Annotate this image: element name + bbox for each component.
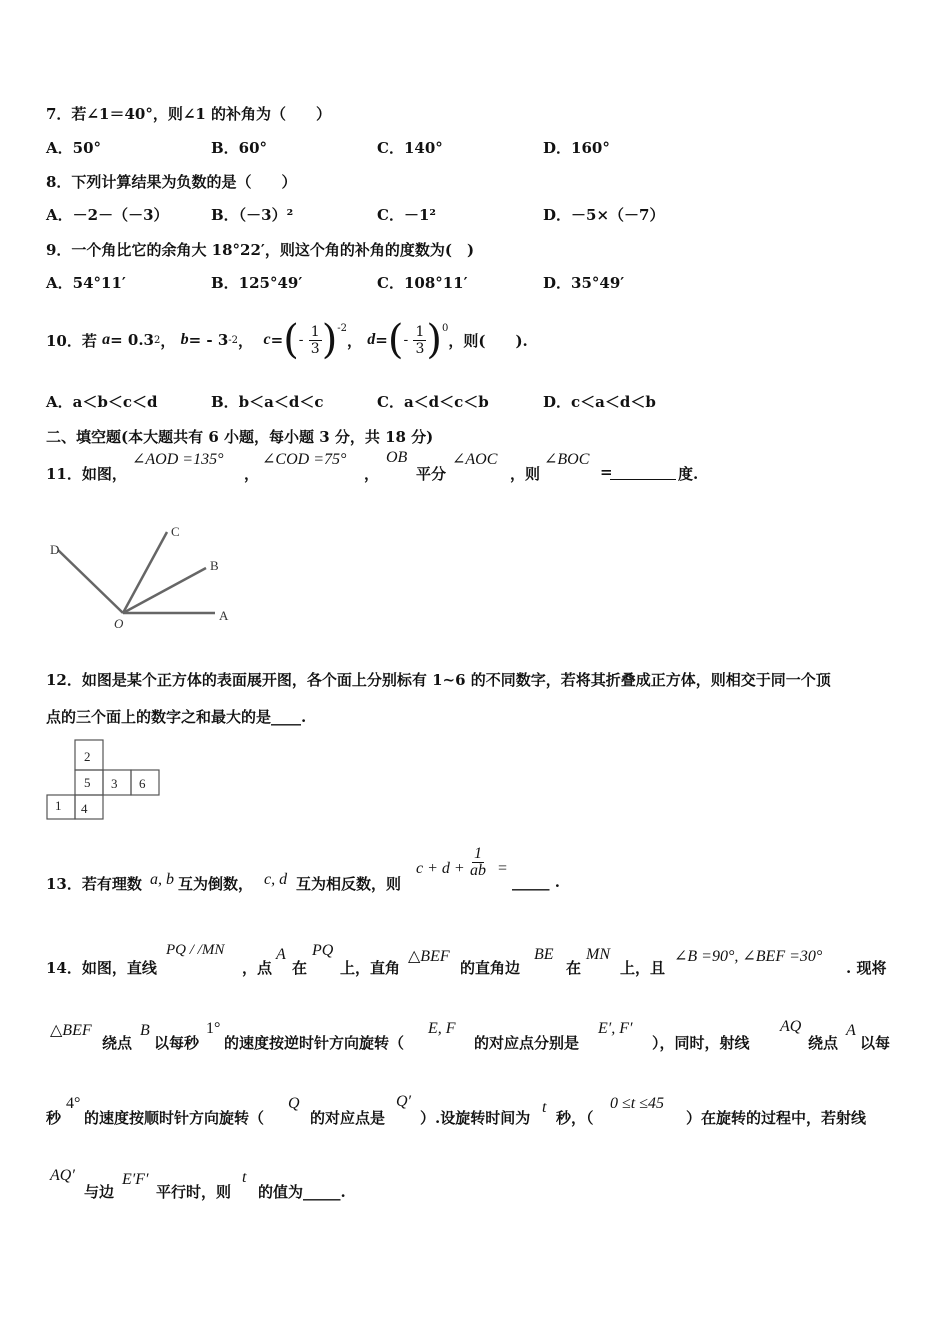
q14-l1-text-d: 上，直角	[340, 959, 401, 977]
q14-l2-text-b: 以每秒	[154, 1034, 200, 1052]
q10-number: 10．若	[46, 331, 97, 350]
q14-ray-aq-prime: AQ′	[50, 1167, 75, 1184]
net-face-5: 5	[84, 775, 91, 790]
q10-c-right-paren: )	[321, 317, 338, 363]
q14-pq-parallel-mn: PQ / /MN	[166, 942, 225, 958]
label-d: D	[50, 542, 60, 557]
q10-a-value: = 0.3	[110, 331, 154, 349]
q14-l3-text-f: ）在旋转的过程中，若射线	[686, 1109, 867, 1127]
q14-point-q-prime: Q′	[396, 1093, 412, 1110]
q14-line1	[46, 940, 906, 980]
q8-stem: 8．下列计算结果为负数的是（ ）	[46, 173, 297, 191]
q14-ray-aq: AQ	[780, 1018, 802, 1035]
label-a: A	[219, 608, 229, 623]
q10-c-fraction: $\frac{1}{3}$	[310, 323, 320, 357]
q14-l2-text-g: 以每	[860, 1034, 891, 1052]
q10-option-a: A．a＜b＜c＜d	[46, 393, 158, 411]
q14-variable-t: t	[542, 1099, 547, 1116]
q10-c-label: c	[263, 331, 271, 348]
q12-line2: 点的三个面上的数字之和最大的是____.	[46, 708, 307, 726]
q8-option-a: A．－2－（－3）	[46, 206, 169, 224]
q7-option-c: C．140°	[377, 139, 443, 157]
q9-option-b: B．125°49′	[211, 274, 303, 292]
q11-eq: =	[600, 463, 613, 481]
q14-be: BE	[534, 946, 554, 963]
net-face-4: 4	[81, 801, 88, 816]
q14-point-b: B	[140, 1022, 150, 1039]
q14-point-a-2: A	[846, 1022, 856, 1039]
q14-t-range: 0 ≤t ≤45	[610, 1095, 665, 1112]
section2-heading: 二、填空题(本大题共有 6 小题，每小题 3 分，共 18 分)	[46, 428, 434, 446]
q13-ab: a, b	[150, 871, 174, 888]
q14-side-ep-fp: E′F′	[122, 1171, 149, 1188]
q14-l1-text-e: 的直角边	[460, 959, 521, 977]
ray-od	[58, 550, 123, 613]
q9-stem: 9．一个角比它的余角大 18°22′，则这个角的补角的度数为( )	[46, 241, 475, 259]
q14-variable-t-2: t	[242, 1169, 247, 1186]
q10-b-label: b	[180, 331, 189, 348]
q14-triangle-bef-2: △BEF	[50, 1022, 92, 1039]
q14-l3-text-a: 秒	[46, 1109, 62, 1127]
q14-l4-text-a: 与边	[84, 1183, 115, 1201]
q14-line4	[46, 1165, 906, 1205]
q14-points-ef: E, F	[428, 1020, 456, 1037]
q13-expr: c + d +	[416, 860, 465, 877]
q14-l2-text-d: 的对应点分别是	[474, 1034, 580, 1052]
q11-comma-2: ，	[364, 465, 380, 483]
q11-angle-cod: ∠COD =75°	[262, 451, 347, 468]
q10-a-label: a	[102, 331, 111, 348]
q14-l1-text-g: 上，且	[620, 959, 666, 977]
q11-unit: 度.	[678, 465, 699, 483]
q10-option-c: C．a＜d＜c＜b	[377, 393, 489, 411]
q10-c-sign: -	[298, 332, 304, 348]
q10-tail: ，则( ).	[448, 331, 528, 350]
q13-mid2: 互为相反数，则	[296, 875, 402, 893]
q14-pq: PQ	[312, 942, 334, 959]
q8-option-b: B．（－3）²	[211, 206, 294, 224]
q13-tail: _____ .	[512, 873, 560, 891]
q14-l3-text-c: 的对应点是	[310, 1109, 386, 1127]
q13-fraction: $\frac{1}{ab}$	[470, 845, 486, 879]
q14-line3	[46, 1093, 906, 1133]
label-c: C	[171, 524, 180, 539]
q10-d-exp: 0	[441, 322, 449, 334]
q14-l3-text-e: 秒，（	[556, 1109, 594, 1127]
q14-l1-text-h: . 现将	[846, 959, 887, 977]
q14-l2-text-a: 绕点	[102, 1034, 133, 1052]
net-face-2: 2	[84, 749, 91, 764]
q14-l4-text-b: 平行时，则	[156, 1183, 232, 1201]
q12-line1: 12．如图是某个正方体的表面展开图，各个面上分别标有 1~6 的不同数字，若将其折叠成正方体，则相交于同一个顶	[46, 671, 831, 689]
q10-d-label: d	[367, 331, 376, 348]
q7-stem: 7．若∠1＝40°，则∠1 的补角为（ ）	[46, 105, 332, 123]
q10-option-d: D．c＜a＜d＜b	[543, 393, 656, 411]
q14-point-a: A	[276, 946, 286, 963]
q14-l3-text-b: 的速度按顺时针方向旋转（	[84, 1109, 265, 1127]
q11-angle-aod: ∠AOD =135°	[132, 451, 224, 468]
q11-angle-figure	[44, 520, 244, 632]
q9-option-c: C．108°11′	[377, 274, 468, 292]
q14-l2-text-e: ），同时，射线	[652, 1034, 750, 1052]
q9-option-d: D．35°49′	[543, 274, 625, 292]
q14-l1-text-f: 在	[566, 959, 582, 977]
q10-b-value: = - 3	[188, 331, 229, 349]
q10-stem: 10．若 a = 0.3 2 ， b = - 3 -2 ， c = ( - $\frac{1}{3}$ ) -2 ， d = ( - $\frac{1}{3}$ ) 0 ，则( ).	[46, 317, 528, 363]
q14-point-q: Q	[288, 1095, 300, 1112]
q14-l2-text-f: 绕点	[808, 1034, 839, 1052]
q10-d-eq: =	[375, 331, 388, 349]
q14-four-degree: 4°	[66, 1095, 81, 1112]
label-o: O	[114, 616, 124, 631]
q10-d-left-paren: (	[387, 317, 404, 363]
q11-angle-boc: ∠BOC	[544, 451, 590, 468]
q14-l3-text-d: ）.设旋转时间为	[420, 1109, 531, 1127]
q10-c-eq: =	[270, 331, 284, 349]
label-b: B	[210, 558, 219, 573]
q8-option-c: C．－1²	[377, 206, 436, 224]
net-face-3: 3	[111, 776, 118, 791]
q14-triangle-bef: △BEF	[408, 948, 450, 965]
q10-a-exp: 2	[154, 334, 161, 346]
q10-d-sign: -	[403, 332, 409, 348]
q11-comma-1: ，	[244, 465, 260, 483]
q7-option-d: D．160°	[543, 139, 610, 157]
q13-prefix: 13．若有理数	[46, 875, 142, 893]
q9-option-a: A．54°11′	[46, 274, 126, 292]
q11-bisect: 平分	[416, 465, 447, 483]
q13-mid1: 互为倒数，	[178, 875, 254, 893]
q14-line2	[46, 1016, 906, 1056]
q14-points-ep-fp: E′, F′	[598, 1020, 633, 1037]
q8-option-d: D．－5×（－7）	[543, 206, 665, 224]
q13-eq: =	[498, 860, 508, 877]
q11-prefix: 11．如图，	[46, 465, 127, 483]
q10-d-fraction: $\frac{1}{3}$	[415, 323, 425, 357]
q7-option-b: B．60°	[211, 139, 268, 157]
q14-l1-text-c: 在	[292, 959, 308, 977]
q14-angle-values: ∠B =90°, ∠BEF =30°	[674, 948, 823, 965]
q11-then: ，则	[510, 465, 541, 483]
q10-option-b: B．b＜a＜d＜c	[211, 393, 324, 411]
q14-mn: MN	[586, 946, 610, 963]
q14-l4-text-c: 的值为_____.	[258, 1183, 346, 1201]
net-face-1: 1	[55, 798, 62, 813]
net-face-6: 6	[139, 776, 146, 791]
q13-cd: c, d	[264, 871, 288, 888]
q12-cube-net	[45, 738, 165, 822]
q14-one-degree: 1°	[206, 1020, 221, 1037]
q11-answer-blank[interactable]	[610, 465, 676, 480]
q10-c-left-paren: (	[283, 317, 299, 363]
q10-c-exp: -2	[337, 322, 348, 334]
q10-d-right-paren: )	[426, 317, 442, 363]
q14-l2-text-c: 的速度按逆时针方向旋转（	[224, 1034, 405, 1052]
q14-l1-text-b: ，点	[242, 959, 273, 977]
q11-ray-ob: OB	[386, 449, 408, 466]
q11-angle-aoc: ∠AOC	[452, 451, 498, 468]
q7-option-a: A．50°	[46, 139, 102, 157]
q10-b-exp: -2	[228, 334, 239, 346]
q14-l1-text-a: 14．如图，直线	[46, 959, 157, 977]
